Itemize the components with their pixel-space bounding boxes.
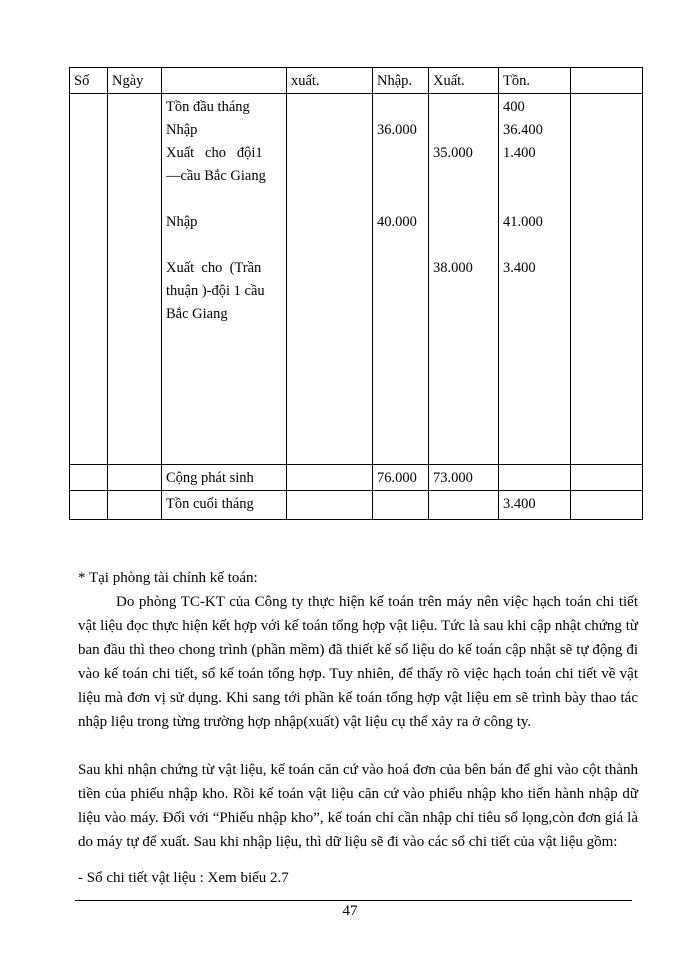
entry-xuat: 38.000 [433,260,473,276]
cell-so [70,465,108,491]
table-header-row [70,68,643,94]
total-ton [499,465,571,491]
entry-nhap [377,165,424,188]
bullet-item: - Sổ chi tiết vật liệu : Xem biểu 2.7 [78,870,289,886]
cell-ton-column [499,94,571,465]
entry-desc: Xuất cho (Trần [166,260,262,276]
section-title: * Tại phòng tài chính kế toán: [78,570,258,586]
entry-desc: Nhập [166,214,198,230]
table-row-entries [70,94,643,465]
entry-desc: Tồn đầu tháng [166,99,250,115]
header-cell-description [162,68,287,94]
entry-ton [503,165,566,188]
entry-xuat [433,119,494,142]
material-ledger-table [69,67,643,520]
entry-nhap [377,96,424,119]
entry-desc: thuận )-đội 1 cầu [166,283,265,299]
entry-ton: 41.000 [503,214,543,230]
header-cell-so: Số [70,68,108,94]
closing-nhap [373,491,429,520]
entry-xuat: 35.000 [433,145,473,161]
entry-ton [503,303,566,326]
entry-desc: —cầu Bắc Giang [166,168,266,184]
table-row-total [70,465,643,491]
table-row-closing [70,491,643,520]
total-nhap: 76.000 [373,465,429,491]
cell-ngay [108,465,162,491]
entry-ton: 3.400 [503,260,536,276]
entry-nhap [377,257,424,280]
entry-nhap [377,142,424,165]
entry-ton: 1.400 [503,145,536,161]
closing-xuat [429,491,499,520]
header-cell-extra [571,68,643,94]
cell-so [70,491,108,520]
entry-nhap: 40.000 [377,214,417,230]
cell-description-column [162,94,287,465]
entry-desc: Xuất cho đội1 [166,145,263,161]
total-desc: Cộng phát sinh [162,465,287,491]
header-cell-nhap: Nhập. [373,68,429,94]
entry-nhap: 36.000 [377,122,417,138]
entry-xuat [433,211,494,234]
total-xuat: 73.000 [429,465,499,491]
entry-nhap [377,303,424,326]
cell-xuat-label [287,491,373,520]
cell-extra-column [571,94,643,465]
entry-ton [503,280,566,303]
footer-rule [75,900,632,901]
closing-desc: Tồn cuối tháng [162,491,287,520]
entry-xuat [433,280,494,303]
cell-so [70,94,108,465]
cell-xuat-label [287,465,373,491]
cell-xuat-column [429,94,499,465]
closing-ton: 3.400 [499,491,571,520]
paragraph-1: Do phòng TC-KT của Công ty thực hiện kế toán trên máy nên việc hạch toán chi tiết vật liệu đọc thực hiện kết hợp với kế toán tổng hợp vật liệu. Tức là sau khi cập nhật chứng từ ban đầu thì theo chong trình (phần mềm) đã thiết kế số liệu do kế toán cập nhật sẽ tự động đi vào kế toán chi tiết, sổ kế toán tổng hợp. Tuy nhiên, để thấy rõ việc hạch toán chi tiết về vật liệu mà đơn vị sử dụng. Khi sang tới phần kế toán tổng hợp vật liệu em sẽ trình bày thao tác nhập liệu trong từng trường hợp nhập(xuất) vật liệu cụ thể xảy ra ở công ty. [78,594,638,730]
entry-xuat [433,96,494,119]
cell-ngay [108,491,162,520]
cell-extra [571,491,643,520]
entry-desc: Nhập [166,122,198,138]
entry-ton: 36.400 [503,122,543,138]
paragraph-2: Sau khi nhận chứng từ vật liệu, kế toán căn cứ vào hoá đơn của bên bán để ghi vào cột thành tiền của phiếu nhập kho. Rồi kế toán vật liệu căn cứ vào phiếu nhập kho tiến hành nhập dữ liệu vào máy. Đối với “Phiếu nhập kho”, kế toán chỉ cần nhập chỉ tiêu số lọng,còn đơn giá là do máy tự để xuất. Sau khi nhập liệu, thì dữ liệu sẽ đi vào các sổ chi tiết của vật liệu gồm: [78,762,638,850]
header-cell-ton: Tồn. [499,68,571,94]
cell-nhap-column [373,94,429,465]
entry-xuat [433,165,494,188]
entry-ton: 400 [503,99,525,115]
header-cell-xuat: Xuất. [429,68,499,94]
entry-desc: Bắc Giang [166,306,228,322]
cell-ngay [108,94,162,465]
entry-nhap [377,280,424,303]
cell-extra [571,465,643,491]
cell-xuat-label-column [287,94,373,465]
page-number: 47 [342,903,358,919]
entry-xuat [433,303,494,326]
header-cell-ngay: Ngày [108,68,162,94]
header-cell-xuat-label: xuất. [287,68,373,94]
